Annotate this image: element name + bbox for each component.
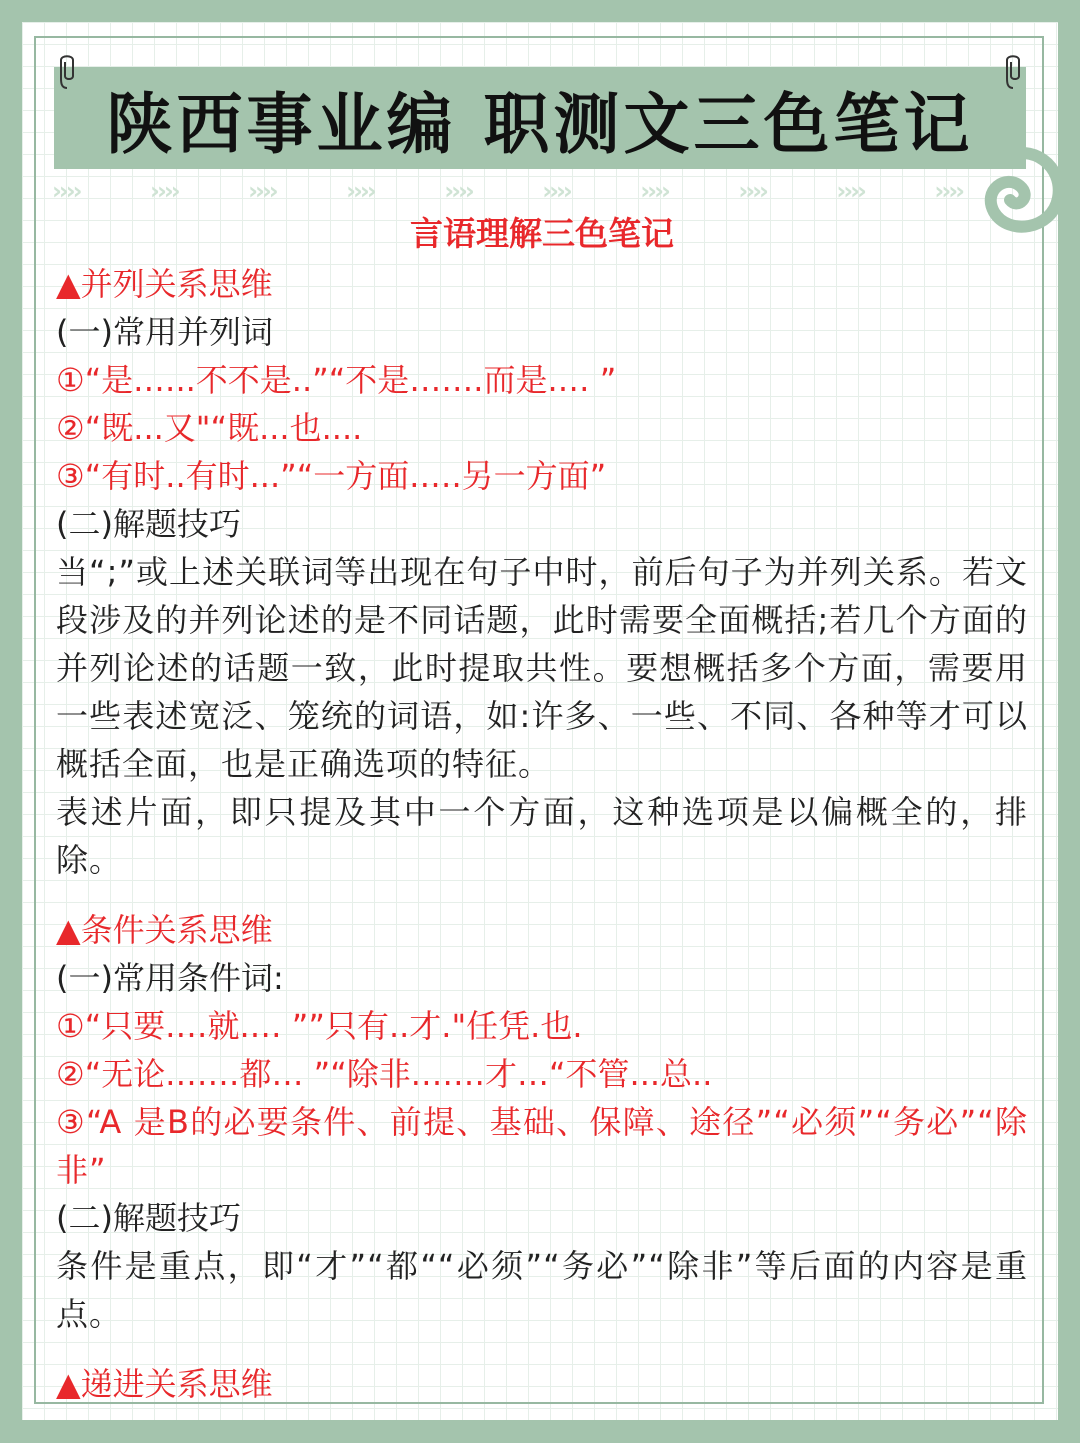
chevron-right-icon: ›››› <box>738 177 766 205</box>
chevron-right-icon: ›››› <box>640 177 668 205</box>
chevron-right-icon: ›››› <box>150 177 178 205</box>
chevron-right-icon: ›››› <box>346 177 374 205</box>
chevron-right-icon: ›››› <box>248 177 276 205</box>
paperclip-icon <box>1004 52 1022 90</box>
notes-content <box>56 208 1028 1408</box>
subsection-label: (一)常用并列词 <box>56 313 273 351</box>
subsection-label: (一)常用条件词: <box>56 959 284 997</box>
tips-paragraph: 当“;”或上述关联词等出现在句子中时，前后句子为并列关系。若文段涉及的并列论述的是不同话题，此时需要全面概括;若几个方面的并列论述的话题一致，此时提取共性。要想概括多个方面，需要用一些表述宽泛、笼统的词语，如:许多、一些、不同、各种等才可以概括全面，也是正确选项的特征。 <box>56 553 1028 783</box>
section-heading: ▲条件关系思维 <box>56 911 273 949</box>
section-heading: ▲递进关系思维 <box>56 1365 273 1403</box>
subsection-label: (二)解题技巧 <box>56 1199 241 1237</box>
title-banner <box>54 67 1026 169</box>
list-item: ③“A 是B的必要条件、前提、基础、保障、途径”“必须”“务必”“除非” <box>56 1103 1028 1189</box>
chevron-right-icon: ›››› <box>444 177 472 205</box>
subsection-label: (二)解题技巧 <box>56 505 241 543</box>
chevron-right-icon: ›››› <box>52 177 80 205</box>
page-title: 陕西事业编 职测文三色笔记 <box>106 85 974 163</box>
paperclip-icon <box>58 52 76 90</box>
chevron-right-icon: ›››› <box>542 177 570 205</box>
tips-paragraph: 条件是重点，即“才”“都““必须”“务必”“除非”等后面的内容是重点。 <box>56 1247 1028 1333</box>
list-item: ①“是.…..不不是..”“不是…….而是.… ” <box>56 361 617 399</box>
list-item: ③“有时..有时...”“一方面.….另一方面” <box>56 457 607 495</box>
chevron-right-icon: ›››› <box>934 177 962 205</box>
list-item: ①“只要.…就.… ””只有..才."任凭.也. <box>56 1007 583 1045</box>
tips-paragraph: 表述片面，即只提及其中一个方面，这种选项是以偏概全的，排除。 <box>56 793 1028 879</box>
section-subtitle: 言语理解三色笔记 <box>410 214 674 253</box>
section-heading: ▲并列关系思维 <box>56 265 273 303</box>
arrow-divider <box>52 176 962 206</box>
chevron-right-icon: ›››› <box>836 177 864 205</box>
list-item: ②“无论.……都… ”“除非.……才…“不管...总.. <box>56 1055 713 1093</box>
list-item: ②“既...又"“既...也.... <box>56 409 363 447</box>
